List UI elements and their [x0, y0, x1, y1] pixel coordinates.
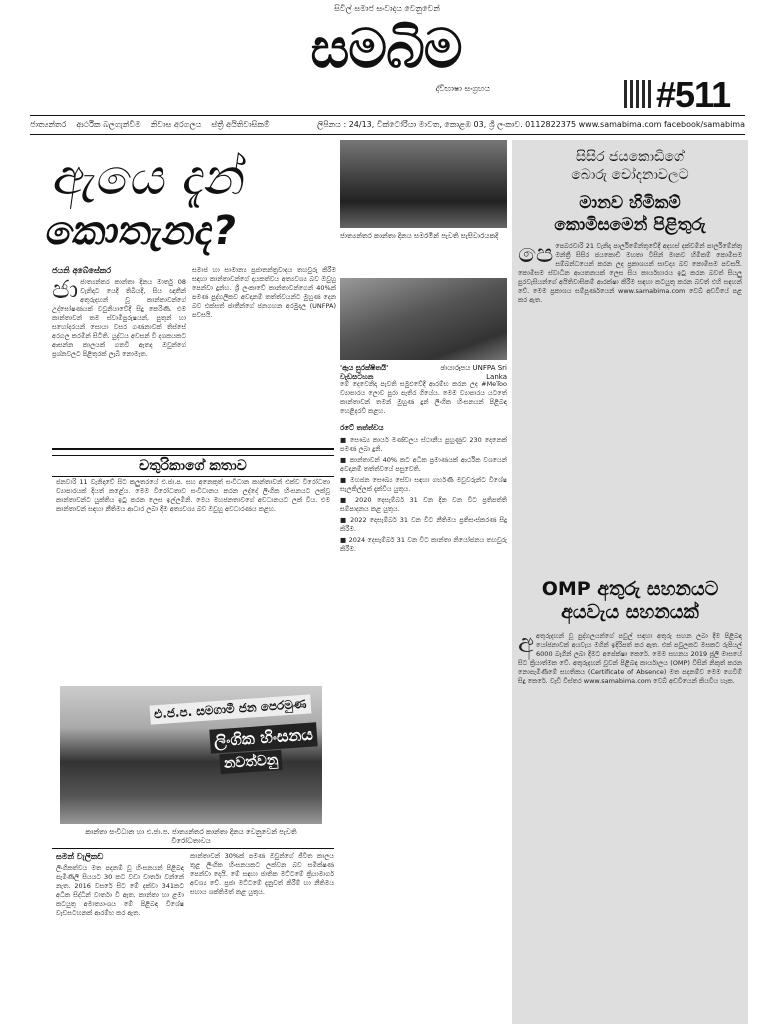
- sidebar-body1: [518, 242, 742, 572]
- bottom-byline: සමන් වැලිකඩ: [56, 852, 104, 861]
- bottom-mid-body: කාන්තාවන් 30%ක් පමණ ඔවුන්ගේ ජීවිත කාලය තුළ ලිංගික හිංසනයකට ලක්වන බව සමීක්ෂණ පෙන්වා දෙයි. මේ සඳහා ජාතික මට්ටමේ ක්‍රියාමාර්ග අවශ්‍ය වේ. ප්‍රජා මට්ටමේ දැනුවත් කිරීම් හා නීතිමය සහාය ශක්තිමත් කළ යුතුය.: [190, 852, 334, 896]
- banner-line: එ.ජ.ප. සමගාමී ජන පෙරමුණ: [150, 694, 311, 724]
- sidebar-kicker: [520, 148, 740, 184]
- section-navbar: [30, 117, 745, 133]
- masthead-tagline: සිවිල් සමාජ සංවාදය වෙනුවෙන්: [334, 4, 440, 13]
- lead-body-col2: සමාජ හා සාමාන්‍ය ප්‍රජාතන්ත්‍රවාදය තහවුරු කිරීම සඳහා කාන්තාවන්ගේ දායකත්වය අත්‍යවශ්‍ය බව ඔවුහු පෙන්වා දුන්හ. ශ්‍රී ලංකාවේ කාන්තාවන්ගෙන් 40%ක් පමණ පුද්ගලිකව අවදානම් තත්ත්වයන්ට මුහුණ දෙන බව එක්සත් ජාතීන්ගේ ජනගහන අරමුදල (UNFPA) පවසයි.: [192, 266, 336, 319]
- kicker-line: බොරු චෝදනාවලට: [571, 167, 689, 183]
- photo-credit: ඡායාරූපය UNFPA Sri Lanka: [440, 364, 507, 381]
- box-body: ජනවාරි 11 වැනිදාවේ සිට කලුතරයේ එ.ජා.ප. සහ අනෙකුත් සංවිධාන කාන්තාවන් එක්ව විරෝධතා ව්‍යාපාරයක් දියත් කළේය. මෙම විරෝධතාව සංවිධානය කරන ලද්දේ ලිංගික හිංසනයට ලක්වූ කාන්තාවන්ට යුක්තිය ඉටු කරන ලෙස ඉල්ලමිනි. මෙය මහජනතාවගේ අවධානයට ලක් විය. එම කාන්තාවන් සඳහා නීතිමය ආධාර ලබා දීම අත්‍යවශ්‍ය බව ඔවුහු අවධාරණය කළහ.: [56, 478, 330, 513]
- headline-line: මානව හිමිකම්: [579, 193, 681, 213]
- drop-cap: පෙ: [518, 242, 554, 269]
- drop-cap: අ: [518, 632, 535, 659]
- issue-number: #511: [656, 74, 731, 115]
- photo-caption: කාන්තා සංවිධාන හා එ.ජා.ප. ජාත්‍යන්තර කාන්තා දිනය වෙනුවෙන් පැවති විරෝධතාවය: [85, 828, 297, 845]
- sidebar-headline2: [520, 578, 740, 624]
- banner-line: ලිංගික හිංසනය: [209, 722, 317, 753]
- box-headline: චතුරිකාගේ කතාව: [52, 455, 334, 477]
- divider: [30, 134, 745, 135]
- sidebar-body-text: අතුරුදහන් වූ පුද්ගලයන්ගේ පවුල් සඳහා අතුරු සහන ලබා දීම පිළිබඳ යෝජනාවක් අයවැය මගින් ඉදිරිපත් කර ඇත. එක් පවුලකට මසකට රුපියල් 6000 බැගින් ලබා දීමට අපේක්ෂා කෙරේ. මෙම සහනය 2019 ජූලි මාසයේ සිට ක්‍රියාත්මක වේ. අතුරුදහන් වූවන් පිළිබඳ කාර්යාලය (OMP) විසින් නිකුත් කරන නොපැමිණීමේ සහතිකය (Certificate of Absence) මත පදනම්ව මෙම ගෙවීම් සිදු කෙරේ. වැඩි විස්තර www.samabima.com වෙබ් අඩවියෙන් කියවිය හැක.: [518, 632, 742, 685]
- masthead-title: සමබිම: [310, 16, 462, 80]
- bullet-item: ■ කාන්තාවන් 40% කට අධික ප්‍රමාණයක් ආර්ථික වශයෙන් අවදානම් තත්ත්වයේ පසුවෙති.: [340, 456, 507, 473]
- protest-photo: [60, 686, 322, 824]
- lead-body-col1: [52, 278, 186, 448]
- bullet-item: ■ 2022 දෙසැම්බර් 31 වන විට නීතිමය ප්‍රතිසංස්කරණ සිදු කිරීම.: [340, 516, 507, 533]
- qr-code-icon: [624, 80, 652, 108]
- lead-body-text: ජාත්‍යන්තර කාන්තා දිනය මාර්තු 08 වැනිදාට යෙදී තිබියදී, සිය ඥාතීන් අතුරුදහන් වූ කාන්තාවන්ගේ උද්ඝෝෂණයක් වවුනියාවේදී සිදු කෙරිණි. එම කාන්තාවන් තම ස්වාමිපුරුෂයන්, පුතුන් හා සහෝදරයන් සොයා වසර ගණනාවක් තිස්සේ අරගල කරමින් සිටිති. යුද්ධය අවසන් වී දශකයකට ආසන්න කාලයක් ගතවී ඇතද ඔවුන්ගේ ප්‍රශ්නවලට පිළිතුරක් ලැබී නොමැත.: [52, 278, 186, 358]
- lead-headline-line1: ඇයෙ දැන්: [49, 148, 250, 206]
- nav-item[interactable]: ජාත්‍යන්තර: [30, 120, 67, 129]
- lead-headline-line2: කොතැනද?: [42, 208, 240, 254]
- lead-headline: [42, 150, 287, 258]
- bullet-item: ■ 2020 දෙසැම්බර් 31 වන දින වන විට ප්‍රතිපත්ති සම්පාදනය කළ යුතුය.: [340, 496, 507, 513]
- sidebar-body-text: පෙබරවාරි 21 වැනිදා පාර්ලිමේන්තුවේදී අදහස් දක්වමින් පාර්ලිමේන්තු මන්ත්‍රී සිසිර ජයකොඩි මහතා විසින් මානව හිමිකම් කොමිසම සම්බන්ධයෙන් කරන ලද ප්‍රකාශයන් සාවද්‍ය බව කොමිසම පවසයි. කොමිසම ස්වාධීන ආයතනයක් ලෙස සිය කාර්යභාරය ඉටු කරන බවත් සියලු පුරවැසියන්ගේ අයිතිවාසිකම් ආරක්ෂා කිරීම සඳහා කටයුතු කරන බවත් එහි සඳහන් වේ. මෙම ප්‍රකාශය සම්පූර්ණයෙන් www.samabima.com වෙබ් අඩවියේ පළ කර ඇත.: [518, 242, 742, 304]
- bullet-item: ■ සෞඛ්‍ය කාර්ය මණ්ඩලය ස්ථානීය පුහුණුව 230 දෙනෙක් පමණ ලබා දුනි.: [340, 436, 507, 453]
- drop-cap: ජා: [52, 278, 79, 305]
- bottom-left-body: ලිංගිකත්වය මත පදනම් වූ හිංසනයන් පිළිබඳ පැමිණිලි සියයට 30 කට වඩා වාර්තා වන්නේ නැත. 2016 වසරේ සිට මේ දක්වා 341කට අධික සිද්ධීන් වාර්තා වී ඇත. කාන්තා හා ළමා කටයුතු අමාත්‍යාංශය මේ පිළිබඳ විශේෂ වැඩසටහනක් ආරම්භ කර ඇත.: [56, 864, 184, 917]
- center-subhead: රටේ තත්ත්වය: [340, 424, 384, 432]
- nav-item[interactable]: ආර්ථික බලගැන්වීම: [76, 120, 141, 129]
- headline-line: කොමිසමෙන් පිළිතුරු: [554, 215, 706, 235]
- divider: [52, 448, 334, 450]
- event-photo: [340, 140, 507, 228]
- bullet-item: ■ මහජන සෞඛ්‍ය සේවා සඳහා ගර්භණී මවුවරුන්ට විශේෂ සැලකිල්ලක් දැක්විය යුතුය.: [340, 476, 507, 493]
- sidebar-body2: [518, 632, 742, 992]
- banner-line: නවත්වනු: [219, 750, 282, 774]
- lead-byline: ජයනි අබේසේකර: [52, 266, 112, 275]
- nav-item[interactable]: නිවාස අරගලය: [150, 120, 202, 129]
- masthead-subtitle: ද්විභාෂා සංග්‍රහය: [435, 84, 490, 93]
- sidebar-headline: [520, 192, 740, 236]
- address-line: ලිපිනය : 24/13, වික්ටෝරියා මාවත, කොළඹ 03, ශ්‍රී ලංකාව. 0112822375 www.samabima.com facebook/samabima: [317, 120, 745, 129]
- headline-line: OMP අතුරු සහනයට: [541, 578, 719, 600]
- photo-caption: ජාත්‍යන්තර කාන්තා දිනය සමරමින් පැවති සැසිවාරයකදී: [340, 232, 499, 240]
- center-bullets: [340, 436, 507, 1024]
- nav-item[interactable]: ස්ත්‍රී අයිතිවාසිකම්: [211, 120, 270, 129]
- photo-caption: 'ඇය සුරක්ෂිතයි' වැඩසටහන: [340, 364, 389, 381]
- headline-line: අයවැය සහනයක්: [561, 601, 699, 623]
- bullet-item: ■ 2024 දෙසැම්බර් 31 වන විට කාන්තා නියෝජනය තහවුරු කිරීම.: [340, 536, 507, 553]
- divider: [52, 848, 334, 849]
- divider: [30, 115, 745, 116]
- center-body: මේ දෙවෙනිදා පැවති සමුළුවේදී ආරම්භ කරන ලද #MeToo ව්‍යාපාරය ලොව පුරා පැතිර ගියේය. මෙම ව්‍යාපාරය යටතේ කාන්තාවන් තමන් මුහුණ දුන් ලිංගික හිංසනයන් පිළිබඳ හෙළිදරව් කළහ.: [340, 380, 507, 415]
- kicker-line: සිසිර ජයකොඩිගේ: [575, 149, 684, 165]
- meeting-photo: [340, 278, 507, 360]
